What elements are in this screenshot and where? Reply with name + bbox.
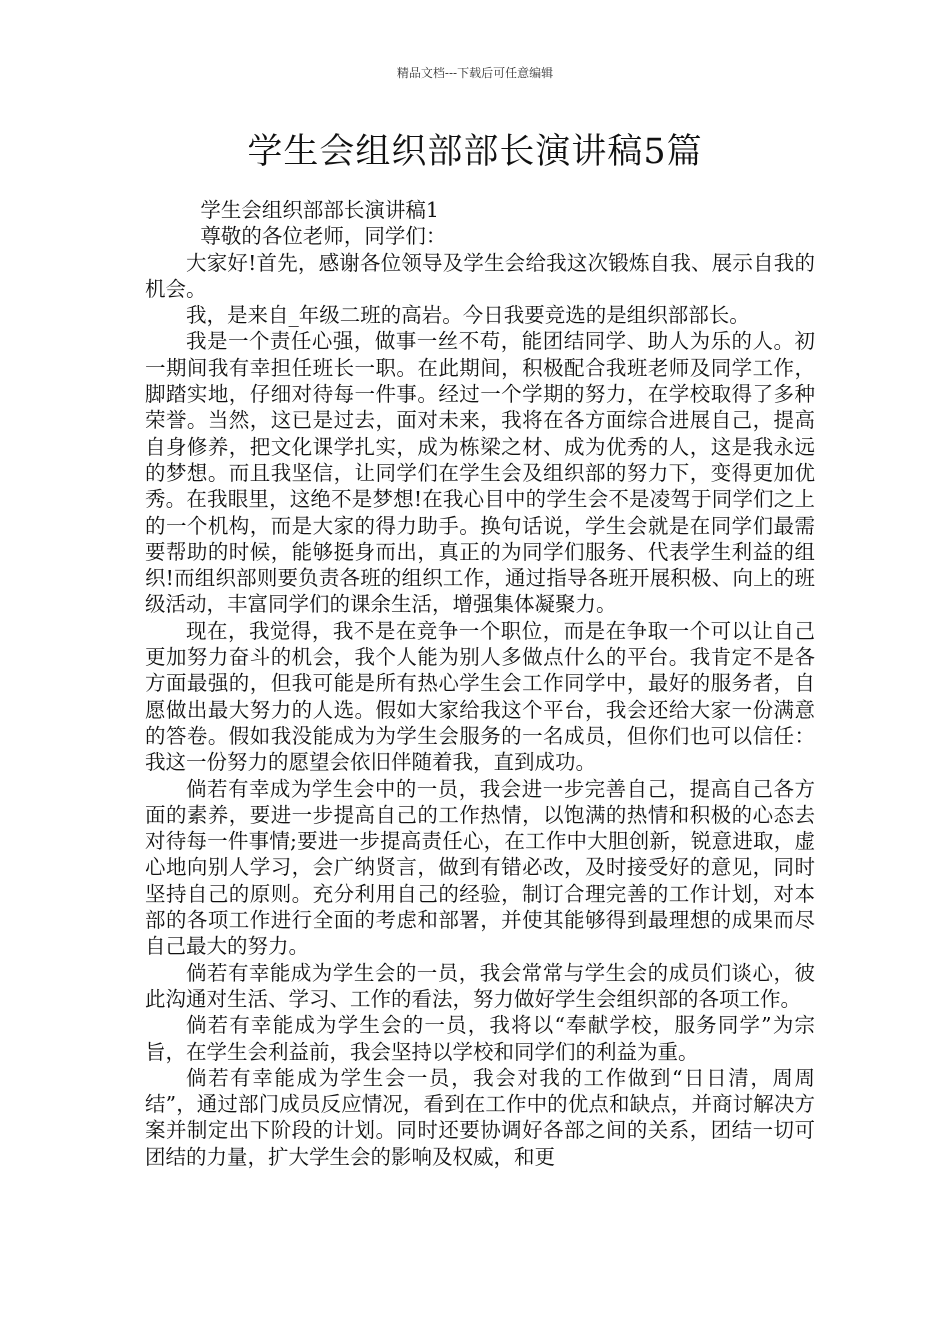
paragraph: 倘若有幸能成为学生会的一员，我将以“奉献学校，服务同学”为宗旨，在学生会利益前，我会坚持以学校和同学们的利益为重。 — [145, 1013, 815, 1064]
paragraph: 倘若有幸能成为学生会一员，我会对我的工作做到“日日清，周周结”，通过部门成员反应情况，看到在工作中的优点和缺点，并商讨解决方案并制定出下阶段的计划。同时还要协调好各部之间的关系，团结一切可团结的力量，扩大学生会的影响及权威，和更 — [145, 1065, 815, 1169]
paragraph: 现在，我觉得，我不是在竞争一个职位，而是在争取一个可以让自己更加努力奋斗的机会，我个人能为别人多做点什么的平台。我肯定不是各方面最强的，但我可能是所有热心学生会工作同学中，最好的服务者，自愿做出最大努力的人选。假如大家给我这个平台，我会还给大家一份满意的答卷。假如我没能成为为学生会服务的一名成员，但你们也可以信任：我这一份努力的愿望会依旧伴随着我，直到成功。 — [145, 618, 815, 775]
paragraph: 我，是来自_年级二班的高岩。今日我要竞选的是组织部部长。 — [186, 303, 750, 328]
paragraph: 大家好!首先，感谢各位领导及学生会给我这次锻炼自我、展示自我的机会。 — [145, 250, 815, 301]
paragraph: 我是一个责任心强，做事一丝不苟，能团结同学、助人为乐的人。初一期间我有幸担任班长一职。在此期间，积极配合我班老师及同学工作，脚踏实地，仔细对待每一件事。经过一个学期的努力，在学校取得了多种荣誉。当然，这已是过去，面对未来，我将在各方面综合进展自己，提高自身修养，把文化课学扎实，成为栋梁之材、成为优秀的人，这是我永远的梦想。而且我坚信，让同学们在学生会及组织部的努力下，变得更加优秀。在我眼里，这绝不是梦想!在我心目中的学生会不是凌驾于同学们之上的一个机构，而是大家的得力助手。换句话说，学生会就是在同学们最需要帮助的时候，能够挺身而出，真正的为同学们服务、代表学生利益的组织!而组织部则要负责各班的组织工作，通过指导各班开展积极、向上的班级活动，丰富同学们的课余生活，增强集体凝聚力。 — [145, 329, 815, 617]
paragraph: 倘若有幸能成为学生会的一员，我会常常与学生会的成员们谈心，彼此沟通对生活、学习、工作的看法，努力做好学生会组织部的各项工作。 — [145, 960, 815, 1011]
document-body — [145, 197, 815, 1170]
speech-subtitle: 学生会组织部部长演讲稿1 — [200, 198, 439, 222]
document-title: 学生会组织部部长演讲稿5篇 — [247, 132, 703, 172]
greeting: 尊敬的各位老师，同学们： — [200, 224, 447, 249]
paragraph: 倘若有幸成为学生会中的一员，我会进一步完善自己，提高自己各方面的素养，要进一步提高自己的工作热情，以饱满的热情和积极的心态去对待每一件事情;要进一步提高责任心，在工作中大胆创新，锐意进取，虚心地向别人学习，会广纳贤言，做到有错必改，及时接受好的意见，同时坚持自己的原则。充分利用自己的经验，制订合理完善的工作计划，对本部的各项工作进行全面的考虑和部署，并使其能够得到最理想的成果而尽自己最大的努力。 — [145, 776, 815, 959]
header-note: 精品文档---下载后可任意编辑 — [396, 66, 554, 80]
